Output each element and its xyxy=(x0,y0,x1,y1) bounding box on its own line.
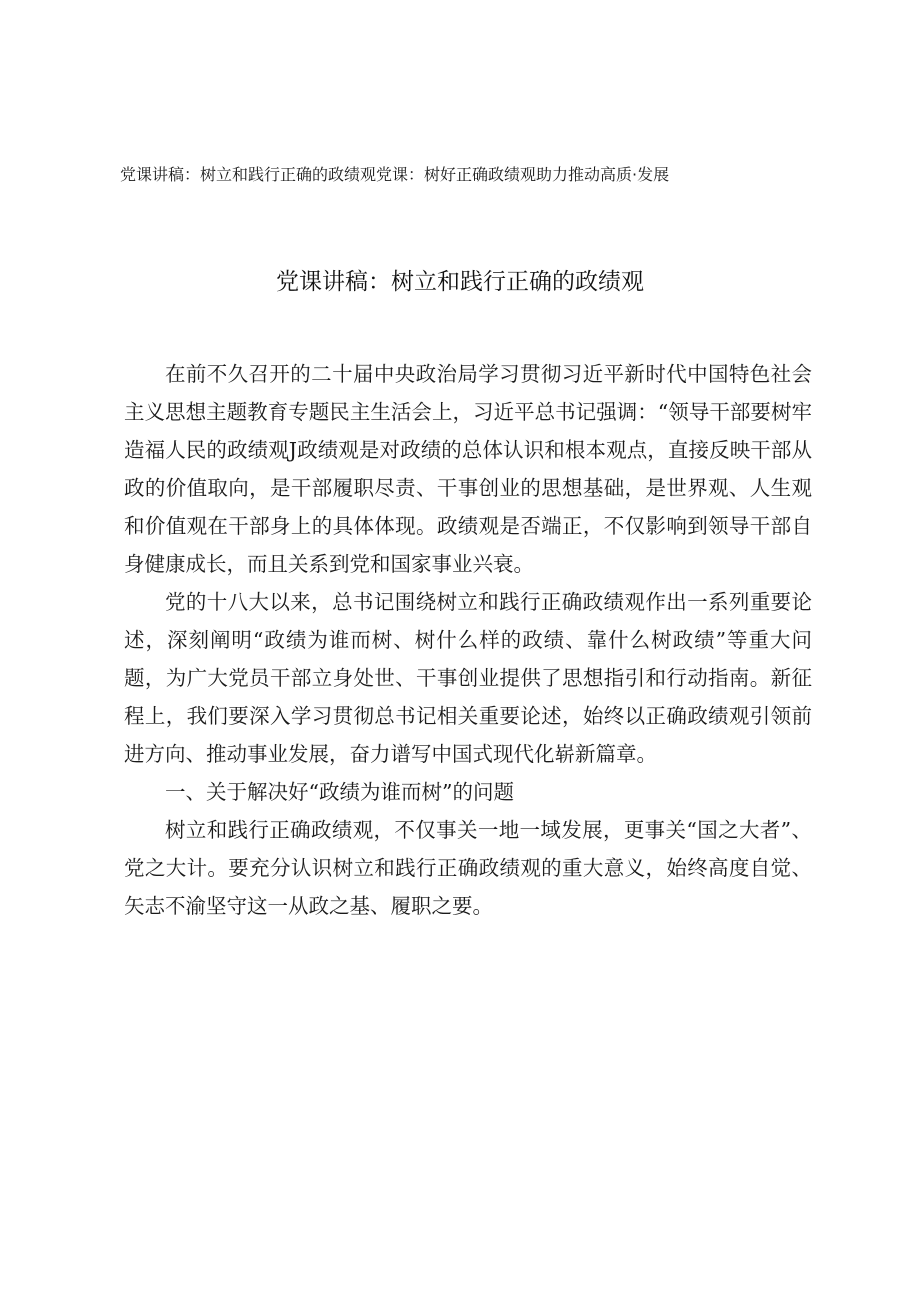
document-body xyxy=(124,355,812,925)
section-heading: 一、关于解决好“政绩为谁而树”的问题 xyxy=(165,780,514,804)
section-paragraph: 树立和践行正确政绩观，不仅事关一地一域发展，更事关“国之大者”、党之大计。要充分认识树立和践行正确政绩观的重大意义，始终高度自觉、矢志不渝坚守这一从政之基、履职之要。 xyxy=(124,818,812,918)
document-title: 党课讲稿：树立和践行正确的政绩观 xyxy=(276,269,644,295)
body-paragraph-2: 党的十八大以来，总书记围绕树立和践行正确政绩观作出一系列重要论述，深刻阐明“政绩为谁而树、树什么样的政绩、靠什么树政绩”等重大问题，为广大党员干部立身处世、干事创业提供了思想指引和行动指南。新征程上，我们要深入学习贯彻总书记相关重要论述，始终以正确政绩观引领前进方向、推动事业发展，奋力谱写中国式现代化崭新篇章。 xyxy=(124,590,812,766)
body-paragraph-1: 在前不久召开的二十届中央政治局学习贯彻习近平新时代中国特色社会主义思想主题教育专题民主生活会上，习近平总书记强调：“领导干部要树牢造福人民的政绩观J政绩观是对政绩的总体认识和根本观点，直接反映干部从政的价值取向，是干部履职尽责、干事创业的思想基础，是世界观、人生观和价值观在干部身上的具体体现。政绩观是否端正，不仅影响到领导干部自身健康成长，而且关系到党和国家事业兴衰。 xyxy=(124,362,812,576)
running-header: 党课讲稿：树立和践行正确的政绩观党课：树好正确政绩观助力推动高质·发展 xyxy=(120,165,670,184)
